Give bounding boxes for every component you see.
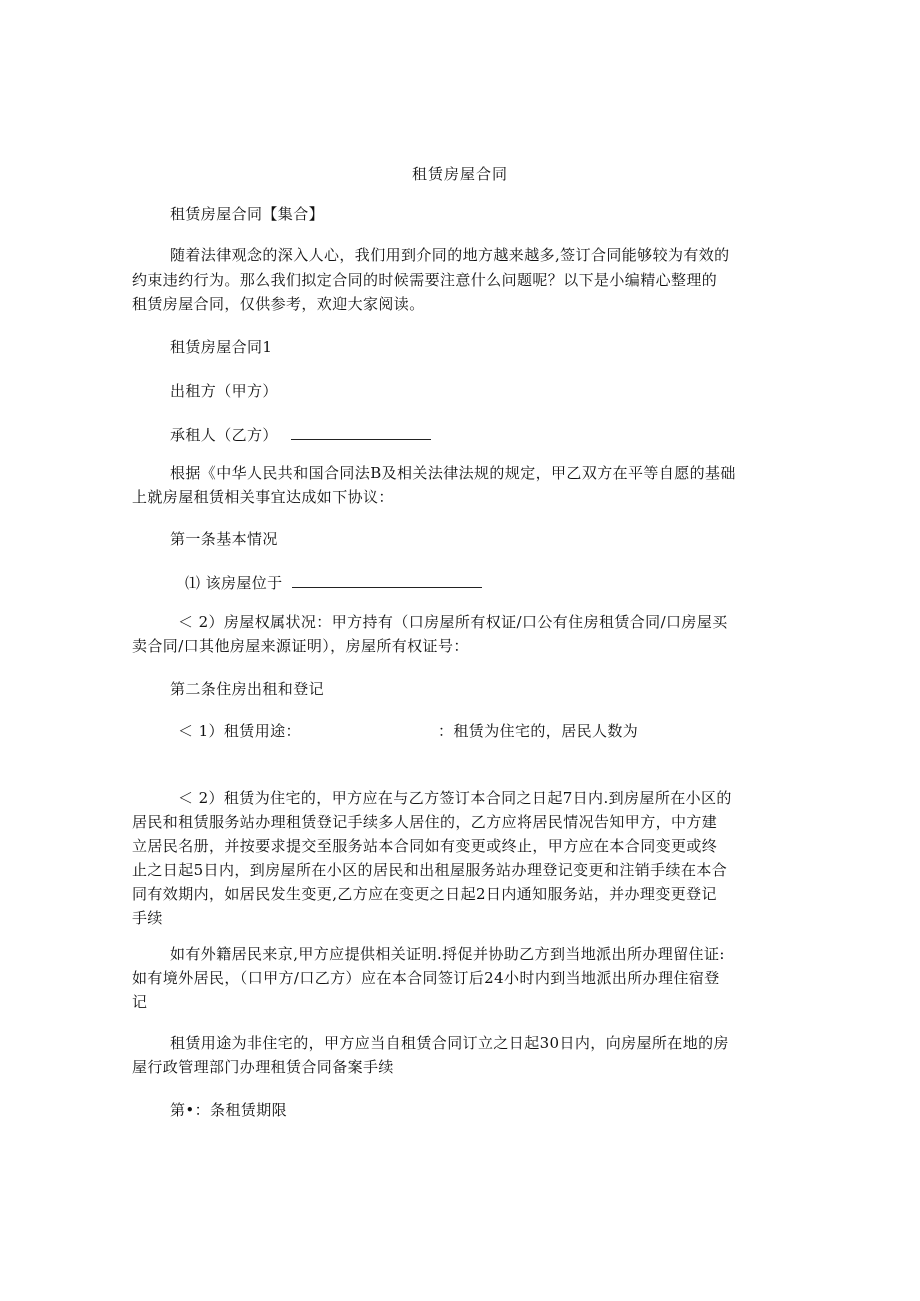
lessor-label: 出租方（甲方） bbox=[170, 382, 278, 400]
article-2-item-2-line-1: ＜ 2）租赁为住宅的，甲方应在与乙方签订本合同之日起7日内.到房屋所在小区的 bbox=[178, 789, 732, 807]
lessee-blank bbox=[291, 425, 431, 440]
location-label: ⑴ 该房屋位于 bbox=[185, 574, 283, 592]
basis-line-1: 根据《中华人民共和国合同法B及相关法律法规的规定，甲乙双方在平等自愿的基础 bbox=[170, 464, 736, 482]
document-subtitle: 租赁房屋合同【集合】 bbox=[170, 205, 325, 223]
lessee-label: 承租人（乙方） bbox=[170, 426, 278, 444]
article-1-heading: 第一条基本情况 bbox=[170, 530, 278, 548]
intro-line-2: 约束违约行为。那么我们拟定合同的时候需要注意什么问题呢？以下是小编精心整理的 bbox=[132, 271, 718, 289]
intro-line-3: 租赁房屋合同，仅供参考，欢迎大家阅读。 bbox=[132, 295, 425, 313]
article-2-item-2-line-4: 止之日起5日内，到房屋所在小区的居民和出租屋服务站办理登记变更和注销手续在本合 bbox=[132, 861, 728, 879]
location-blank bbox=[292, 573, 482, 588]
article-2-item-2-line-2: 居民和租赁服务站办理租赁登记手续多人居住的，乙方应将居民情况告知甲方，中方建 bbox=[132, 813, 718, 831]
lessee-row bbox=[170, 425, 431, 444]
article-3-heading: 第•：条租赁期限 bbox=[170, 1101, 288, 1119]
article-2-item-2-line-6: 手续 bbox=[132, 909, 163, 927]
article-2-item-1-lead: ＜ 1）租赁用途： bbox=[178, 722, 301, 740]
intro-line-1: 随着法律观念的深入人心，我们用到介同的地方越来越多,签订合同能够较为有效的 bbox=[170, 246, 730, 264]
article-2-item-1-tail: ：租赁为住宅的，居民人数为 bbox=[438, 722, 639, 740]
article-2-item-2-line-5: 同有效期内，如居民发生变更,乙方应在变更之日起2日内通知服务站，并办理变更登记 bbox=[132, 885, 717, 903]
article-2-heading: 第二条住房出租和登记 bbox=[170, 680, 325, 698]
article-1-item-2-line-1: ＜ 2）房屋权属状况：甲方持有（口房屋所有权证/口公有住房租赁合同/口房屋买 bbox=[178, 613, 728, 631]
contract-heading: 租赁房屋合同1 bbox=[170, 338, 273, 356]
basis-line-2: 上就房屋租赁相关事宜达成如下协议： bbox=[132, 488, 394, 506]
foreign-line-1: 如有外籍居民来京,甲方应提供相关证明.捋促并协助乙方到当地派出所办理留住证: bbox=[170, 945, 725, 963]
document-title: 租赁房屋合同 bbox=[411, 165, 508, 183]
article-1-item-2-line-2: 卖合同/口其他房屋来源证明），房屋所有权证号： bbox=[132, 637, 469, 655]
article-1-item-1 bbox=[185, 573, 482, 592]
nonresidential-line-1: 租赁用途为非住宅的，甲方应当自租赁合同订立之日起30日内，向房屋所在地的房 bbox=[170, 1034, 729, 1052]
foreign-line-3: 记 bbox=[132, 993, 148, 1011]
article-2-item-2-line-3: 立居民名册，并按要求提交至服务站本合同如有变更或终止，甲方应在本合同变更或终 bbox=[132, 837, 718, 855]
foreign-line-2: 如有境外居民，（口甲方/口乙方）应在本合同签订后24小时内到当地派出所办理住宿登 bbox=[132, 969, 720, 987]
nonresidential-line-2: 屋行政管理部门办理租赁合同备案手续 bbox=[132, 1058, 394, 1076]
